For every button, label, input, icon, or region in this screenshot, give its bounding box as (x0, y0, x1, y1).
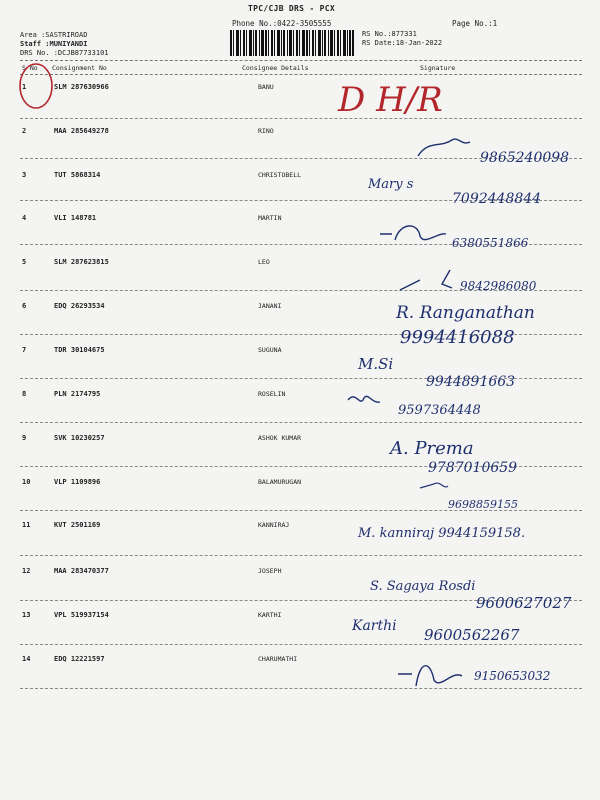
page-number: Page No.:1 (452, 19, 498, 28)
row-separator (20, 200, 582, 201)
col-header-sno: S No (22, 64, 38, 72)
scribble-signature (380, 226, 446, 240)
row-11-signature (357, 526, 525, 541)
consignee-name: LEO (258, 258, 270, 266)
consignee-name: BANU (258, 83, 274, 91)
phone-handwritten: 9944891663 (426, 374, 516, 390)
phone-handwritten: 9600562267 (424, 626, 520, 644)
staff-label: Staff :MUNIYANDI (20, 40, 88, 48)
row-separator (20, 555, 582, 556)
name-handwritten: M.Si (358, 355, 394, 373)
consignment-number: MAA 285649278 (54, 127, 109, 135)
row-1-signature (337, 80, 443, 120)
hr-mark: D H/R (338, 80, 443, 120)
row-separator (20, 688, 582, 689)
drs-number: DRS No. :DCJB87733101 (20, 49, 109, 57)
name-handwritten: M. kanniraj 9944159158. (358, 526, 526, 541)
consignment-number: SLM 287623815 (54, 258, 109, 266)
row-separator (20, 422, 582, 423)
row-10-signature (420, 483, 518, 511)
phone-handwritten: 9150653032 (474, 669, 551, 683)
row-3-signature (367, 177, 541, 207)
row-separator (20, 334, 582, 335)
consignee-name: JANANI (258, 302, 282, 310)
row-separator (20, 600, 582, 601)
consignee-name: KARTHI (258, 611, 282, 619)
row-separator (20, 510, 582, 511)
sheet-title: TPC/CJB DRS - PCX (248, 4, 335, 13)
row-number: 6 (22, 302, 27, 310)
row-number: 1 (22, 83, 27, 91)
consignee-name: CHRISTOBELL (258, 171, 302, 179)
scribble-signature (420, 483, 448, 488)
consignee-name: ROSELIN (258, 390, 286, 398)
col-header-signature: Signature (420, 64, 456, 72)
phone-handwritten: 7092448844 (452, 191, 542, 207)
row-6-signature (395, 303, 535, 348)
consignee-name: ASHOK KUMAR (258, 434, 302, 442)
row-number: 4 (22, 214, 27, 222)
row-number: 12 (22, 567, 31, 575)
name-handwritten: S. Sagaya Rosdi (370, 579, 476, 594)
phone-handwritten: 9865240098 (480, 150, 570, 166)
consignment-number: TDR 30104675 (54, 346, 105, 354)
row-number: 11 (22, 521, 31, 529)
row-separator (20, 290, 582, 291)
row-separator (20, 158, 582, 159)
phone-handwritten: 9600627027 (476, 594, 572, 612)
area-label: Area :SASTRIROAD (20, 31, 88, 39)
name-handwritten: Karthi (352, 618, 397, 634)
consignment-number: TUT 5868314 (54, 171, 101, 179)
scribble-signature (400, 270, 452, 290)
header-rule-top (20, 60, 582, 61)
name-handwritten: R. Ranganathan (396, 303, 535, 323)
row-number: 7 (22, 346, 27, 354)
phone-handwritten: 9842986080 (460, 279, 537, 293)
row-2-signature (418, 139, 569, 166)
row-9-signature (388, 438, 517, 476)
consignee-name: SUGUNA (258, 346, 282, 354)
scribble-signature (418, 139, 470, 156)
row-separator (20, 644, 582, 645)
consignment-number: EDQ 12221597 (54, 655, 105, 663)
consignment-number: PLN 2174795 (54, 390, 101, 398)
col-header-consignee: Consignee Details (242, 64, 309, 72)
row-14-signature (398, 666, 550, 686)
consignment-number: VPL 519937154 (54, 611, 109, 619)
scribble-signature (348, 396, 380, 402)
consignee-name: JOSEPH (258, 567, 282, 575)
row-number: 14 (22, 655, 31, 663)
row-separator (20, 244, 582, 245)
consignment-number: MAA 283470377 (54, 567, 109, 575)
col-header-consignment: Consignment No (52, 64, 107, 72)
row-13-signature (351, 618, 520, 644)
scribble-signature (398, 666, 462, 686)
consignment-number: SLM 287630966 (54, 83, 109, 91)
row-4-signature (380, 226, 529, 250)
consignment-number: VLP 1109896 (54, 478, 101, 486)
rs-date: RS Date:18-Jan-2022 (362, 39, 443, 47)
header-rule-bottom (20, 74, 582, 75)
phone-handwritten: 9698859155 (448, 498, 518, 511)
row-number: 5 (22, 258, 27, 266)
row-separator (20, 378, 582, 379)
row-number: 8 (22, 390, 27, 398)
row-number: 3 (22, 171, 27, 179)
consignee-name: KANNIRAJ (258, 521, 290, 529)
phone-handwritten: 9787010659 (428, 460, 518, 476)
row-number: 9 (22, 434, 27, 442)
consignment-number: KVT 2501169 (54, 521, 101, 529)
row-number: 10 (22, 478, 31, 486)
consignee-name: BALAMURUGAN (258, 478, 302, 486)
consignment-number: SVK 10230257 (54, 434, 105, 442)
phone-handwritten: 9597364448 (398, 403, 481, 418)
row-separator (20, 466, 582, 467)
consignee-name: CHARUMATHI (258, 655, 298, 663)
consignment-number: VLI 148781 (54, 214, 97, 222)
rs-number: RS No.:877331 (362, 30, 417, 38)
consignee-name: RINO (258, 127, 274, 135)
phone-handwritten: 9994416088 (400, 327, 515, 348)
consignment-number: EDQ 26293534 (54, 302, 105, 310)
row-8-signature (348, 396, 481, 418)
name-handwritten: A. Prema (390, 438, 474, 459)
consignee-name: MARTIN (258, 214, 282, 222)
row-separator (20, 118, 582, 119)
row-12-signature (370, 579, 572, 612)
phone-handwritten: 6380551866 (452, 236, 529, 250)
phone-number: Phone No.:0422-3505555 (232, 19, 332, 28)
row-7-signature (357, 355, 515, 390)
name-handwritten: Mary s (368, 177, 414, 192)
barcode (230, 30, 354, 56)
row-number: 2 (22, 127, 27, 135)
row-number: 13 (22, 611, 31, 619)
